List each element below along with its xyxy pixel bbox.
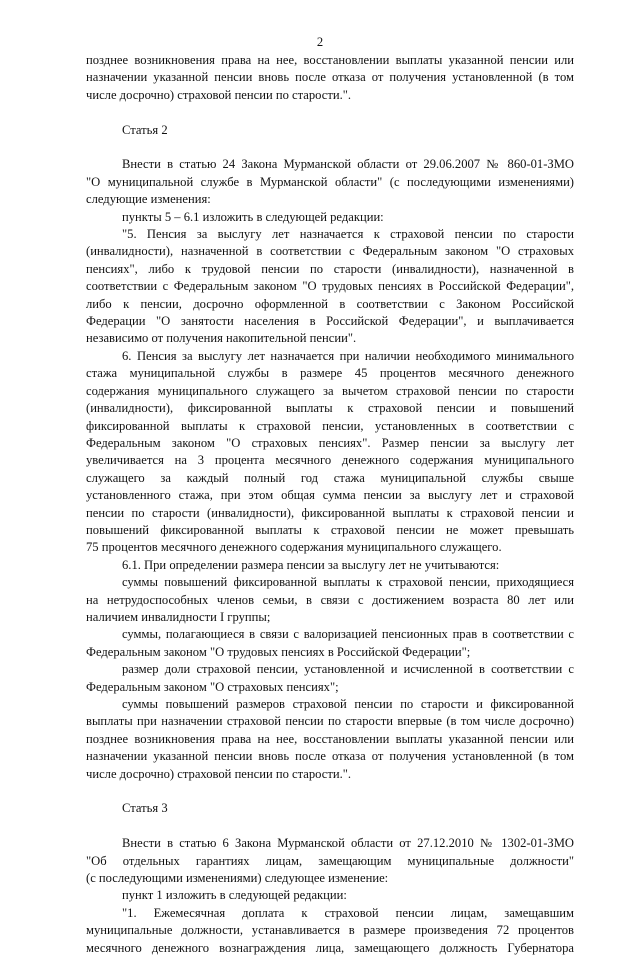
text-line: Федеральным законом "О страховых пенсиях"; bbox=[86, 679, 339, 694]
text-line: содержания муниципального служащего за вычетом страховой пенсии по старости bbox=[86, 383, 574, 398]
text-line: "Об отдельных гарантиях лицам, замещающим муниципальные должности" bbox=[86, 853, 574, 868]
text-line: 75 процентов месячного денежного содержания муниципального служащего. bbox=[86, 540, 502, 555]
text-line: позднее возникновения права на нее, восстановлении выплаты указанной пенсии или bbox=[86, 731, 574, 746]
text-line: стажа муниципальной службы в размере 45 процентов месячного денежного bbox=[86, 366, 574, 381]
text-line: либо к пенсии, досрочно оформленной в соответствии с Законом Российской bbox=[86, 296, 574, 311]
text-line: Федеральным законом "О страховых пенсиях". Размер пенсии за выслугу лет bbox=[86, 435, 574, 450]
text-line: 6.1. При определении размера пенсии за выслугу лет не учитываются: bbox=[122, 557, 500, 572]
text-line: числе досрочно) страховой пенсии по старости.". bbox=[86, 766, 352, 781]
text-line: месячного денежного вознаграждения лица, замещающего должность Губернатора bbox=[86, 940, 574, 955]
text-line: (с последующими изменениями) следующее изменение: bbox=[86, 871, 389, 886]
text-line: "О муниципальной службе в Мурманской области" (с последующими изменениями) bbox=[86, 174, 574, 189]
text-line: соответствии с Федеральным законом "О трудовых пенсиях в Российской Федерации", bbox=[86, 279, 574, 294]
text-line: назначении указанной пенсии вновь после отказа от получения установленной (в том bbox=[86, 749, 574, 764]
text-line: (инвалидности), фиксированной выплаты к страховой пенсии и повышений bbox=[86, 401, 574, 416]
article-3-heading: Статья 3 bbox=[122, 801, 168, 816]
text-line: суммы повышений размеров страховой пенсии по старости и фиксированной bbox=[122, 697, 574, 711]
text-line: независимо от получения накопительной пенсии". bbox=[86, 331, 357, 346]
text-line: позднее возникновения права на нее, восстановлении выплаты указанной пенсии или bbox=[86, 53, 574, 67]
text-line: Федерации "О занятости населения в Российской Федерации", и выплачивается bbox=[86, 314, 574, 329]
text-line: суммы повышений фиксированной выплаты к страховой пенсии, приходящиеся bbox=[122, 575, 574, 590]
text-line: повышений фиксированной выплаты к страховой пенсии не может превышать bbox=[86, 522, 574, 537]
text-line: размер доли страховой пенсии, установленной и исчисленной в соответствии с bbox=[122, 662, 574, 677]
text-line: (инвалидности), назначенной в соответствии с Федеральным законом "О страховых bbox=[86, 244, 574, 259]
text-line: "5. Пенсия за выслугу лет назначается к страховой пенсии по старости bbox=[122, 227, 574, 242]
text-line: увеличивается на 3 процента месячного денежного содержания муниципального bbox=[86, 453, 574, 468]
text-line: пенсиях", либо к трудовой пенсии по старости (инвалидности), назначенной в bbox=[86, 261, 574, 276]
text-line: установленного стажа, при этом общая сумма пенсии за выслугу лет и страховой bbox=[86, 488, 574, 503]
text-line: Внести в статью 24 Закона Мурманской области от 29.06.2007 № 860-01-ЗМО bbox=[122, 157, 574, 172]
text-line: назначении указанной пенсии вновь после отказа от получения установленной (в том bbox=[86, 70, 574, 85]
text-line: выплаты при назначении страховой пенсии по старости впервые (в том числе досрочно) bbox=[86, 714, 574, 729]
article-2-heading: Статья 2 bbox=[122, 122, 168, 137]
text-line: 6. Пенсия за выслугу лет назначается при наличии необходимого минимального bbox=[122, 348, 574, 363]
text-line: на нетрудоспособных членов семьи, в связи с достижением возраста 80 лет или bbox=[86, 592, 574, 607]
text-line: служащего за каждый полный год стажа муниципальной службы свыше bbox=[86, 470, 574, 485]
text-line: суммы, полагающиеся в связи с валоризацией пенсионных прав в соответствии с bbox=[122, 627, 574, 642]
document-body bbox=[86, 52, 574, 957]
text-line: числе досрочно) страховой пенсии по старости.". bbox=[86, 87, 352, 102]
text-line: пункты 5 – 6.1 изложить в следующей редакции: bbox=[122, 209, 384, 224]
text-line: пункт 1 изложить в следующей редакции: bbox=[122, 888, 347, 903]
text-line: Внести в статью 6 Закона Мурманской области от 27.12.2010 № 1302-01-ЗМО bbox=[122, 836, 574, 851]
text-line: пенсии по старости (инвалидности), фиксированной выплаты к страховой пенсии и bbox=[86, 505, 574, 520]
text-line: муниципальные должности, устанавливается в размере произведения 72 процентов bbox=[86, 923, 574, 938]
text-line: наличием инвалидности I группы; bbox=[86, 609, 271, 624]
page-number: 2 bbox=[316, 35, 324, 49]
text-line: фиксированной выплаты к страховой пенсии, установленных в соответствии с bbox=[86, 418, 574, 433]
text-line: Федеральным законом "О трудовых пенсиях в Российской Федерации"; bbox=[86, 644, 471, 659]
text-line: следующие изменения: bbox=[86, 192, 211, 207]
text-line: "1. Ежемесячная доплата к страховой пенсии лицам, замещавшим bbox=[122, 905, 574, 920]
